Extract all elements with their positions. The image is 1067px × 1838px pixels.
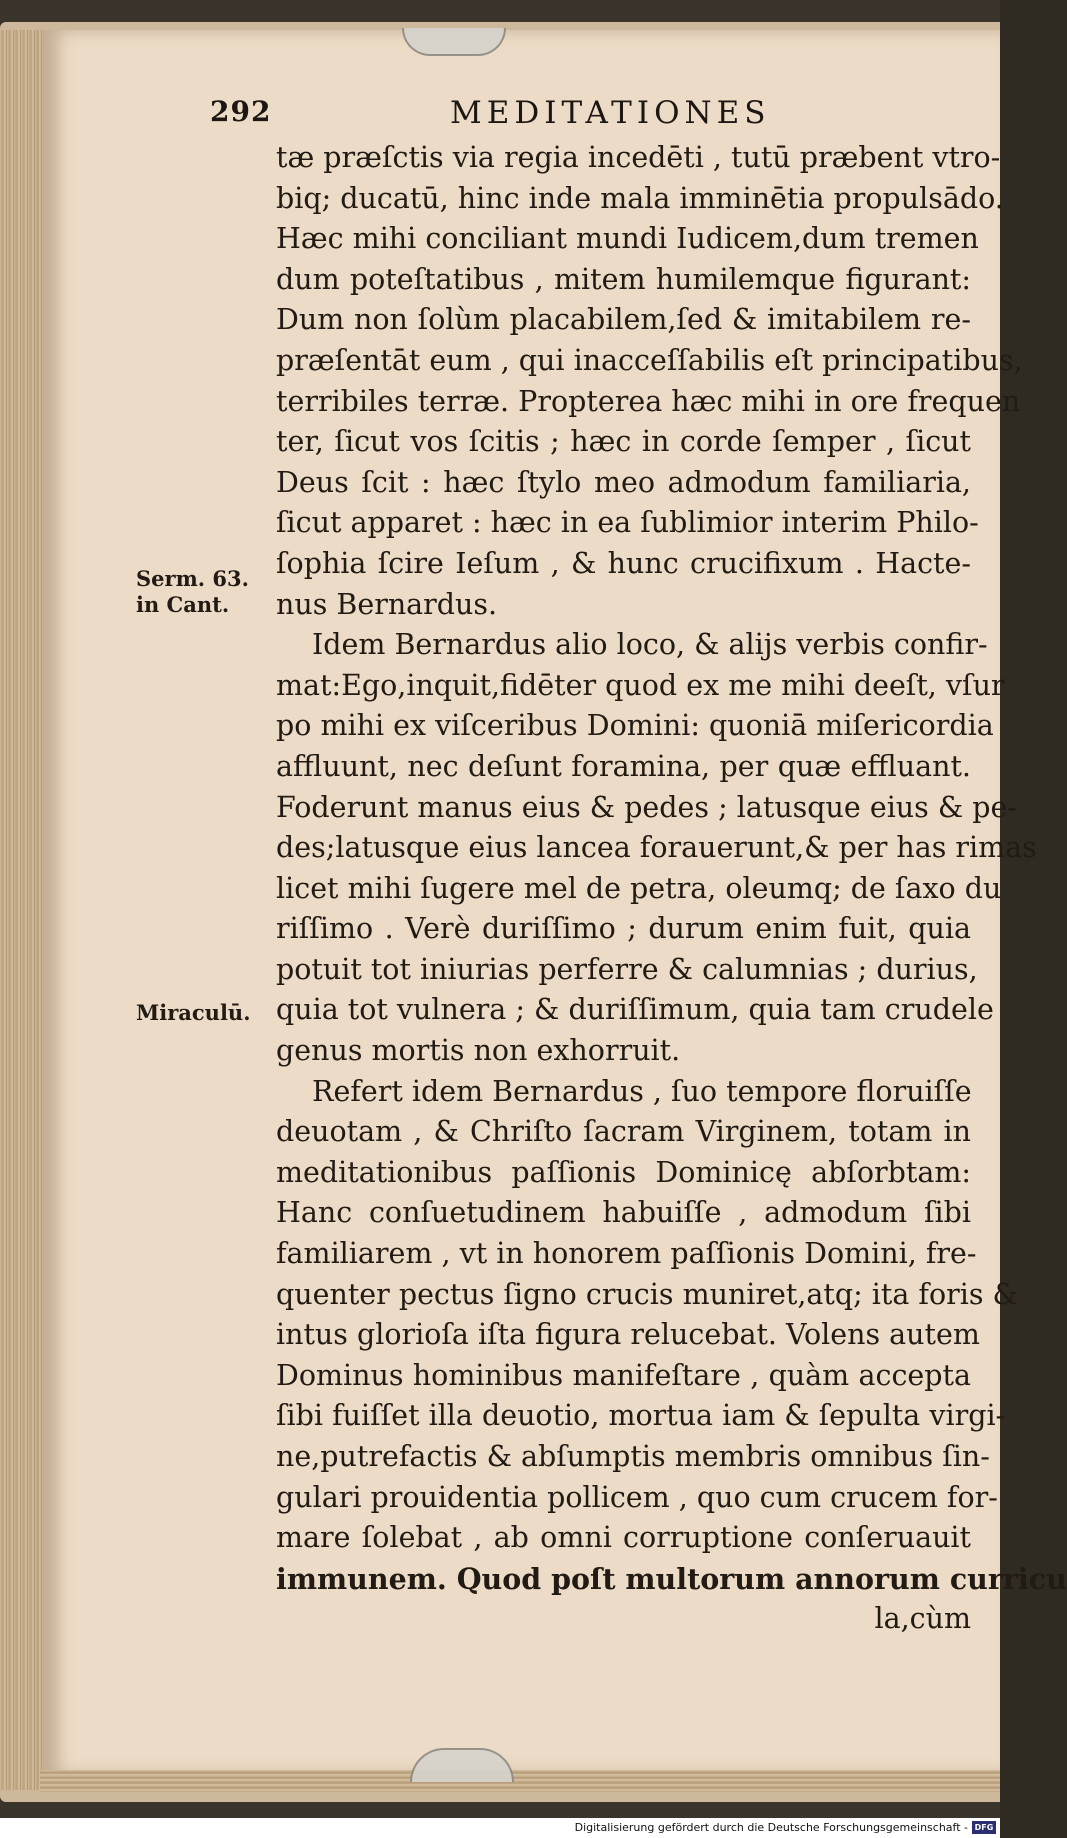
text-line: Foderunt manus eius & pedes ; latusque eius & pe- <box>276 790 1018 824</box>
text-line: ſicut apparet : hæc in ea ſublimior interim Philo- <box>276 506 979 540</box>
digitization-footer <box>0 1818 1000 1838</box>
text-line: potuit tot iniurias perferre & calumnias ; durius, <box>276 952 978 986</box>
text-line: terribiles terræ. Propterea hæc mihi in ore frequen <box>276 384 1021 418</box>
footer-credit: Digitalisierung gefördert durch die Deutsche Forschungsgemeinschaft - <box>574 1821 968 1834</box>
text-line: mare ſolebat , ab omni corruptione conſeruauit <box>276 1521 971 1555</box>
text-line: Dum non ſolùm placabilem,ſed & imitabilem re- <box>276 303 971 337</box>
page-clip-bottom <box>410 1748 514 1782</box>
text-line: biq; ducatū, hinc inde mala imminētia propulsādo. <box>276 181 1004 215</box>
page-clip-top <box>402 28 506 56</box>
text-line: mat:Ego,inquit,fidēter quod ex me mihi deeſt, vſur <box>276 668 1005 702</box>
margin-note-line: in Cant. <box>136 592 230 617</box>
text-line: Refert idem Bernardus , ſuo tempore floruiſſe <box>312 1074 972 1108</box>
page-header <box>210 95 970 137</box>
text-line: po mihi ex viſceribus Domini: quoniā miſericordia <box>276 709 994 743</box>
running-head: MEDITATIONES <box>450 95 771 131</box>
text-line: intus glorioſa iſta figura relucebat. Volens autem <box>276 1318 980 1352</box>
text-line: riſſimo . Verè duriſſimo ; durum enim fuit, quia <box>276 912 971 946</box>
text-line: des;latusque eius lancea forauerunt,& per has rimas <box>276 831 1037 865</box>
text-line: tæ præſctis via regia incedēti , tutū præbent vtro- <box>276 141 1001 174</box>
text-line: Deus ſcit : hæc ſtylo meo admodum familiaria, <box>276 465 971 499</box>
text-line: ne,putrefactis & abſumptis membris omnibus ſin- <box>276 1440 990 1473</box>
margin-note-line: Serm. 63. <box>136 566 249 591</box>
text-line: præſentāt eum , qui inacceſſabilis eſt principatibus, <box>276 343 1023 377</box>
text-line: nus Bernardus. <box>276 587 498 621</box>
text-line: Dominus hominibus manifeſtare , quàm accepta <box>276 1358 971 1392</box>
text-line: deuotam , & Chriſto ſacram Virginem, totam in <box>276 1115 971 1149</box>
page-edges-bottom <box>40 1770 1000 1792</box>
text-line: ſibi fuiſſet illa deuotio, mortua iam & ſepulta virgi- <box>276 1399 1006 1433</box>
catchword: la,cùm <box>874 1602 971 1636</box>
text-line: immunem. Quod poſt multorum annorum curricu <box>276 1561 1067 1596</box>
text-line: Hæc mihi conciliant mundi Iudicem,dum tremen <box>276 222 979 256</box>
text-line: quenter pectus ſigno crucis muniret,atq; ita foris & <box>276 1277 1018 1311</box>
text-line: familiarem , vt in honorem paſſionis Domini, fre- <box>276 1237 977 1271</box>
text-line: Hanc conſuetudinem habuiſſe , admodum ſibi <box>276 1196 971 1230</box>
text-line: ſophia ſcire Ieſum , & hunc crucifixum . Hacte- <box>276 546 971 580</box>
text-line: Idem Bernardus alio loco, & alijs verbis confir- <box>312 628 988 662</box>
page-number: 292 <box>210 95 272 128</box>
text-line: dum poteſtatibus , mitem humilemque figurant: <box>276 262 971 296</box>
text-line: affluunt, nec deſunt foramina, per quæ effluant. <box>276 749 971 783</box>
body-text <box>276 138 1067 1640</box>
text-line: gulari prouidentia pollicem , quo cum crucem for- <box>276 1480 998 1514</box>
margin-note-miracle: Miraculū. <box>136 1000 251 1025</box>
text-line: ter, ſicut vos ſcitis ; hæc in corde ſemper , ſicut <box>276 425 971 459</box>
dfg-logo-icon: DFG <box>972 1821 996 1834</box>
text-line: genus mortis non exhorruit. <box>276 1034 681 1068</box>
text-line: licet mihi ſugere mel de petra, oleumq; de ſaxo du <box>276 871 1002 905</box>
text-line: meditationibus paſſionis Dominicę abſorbtam: <box>276 1155 971 1189</box>
text-line: quia tot vulnera ; & duriſſimum, quia tam crudele <box>276 993 994 1027</box>
margin-note-sermon-ref <box>136 566 276 618</box>
